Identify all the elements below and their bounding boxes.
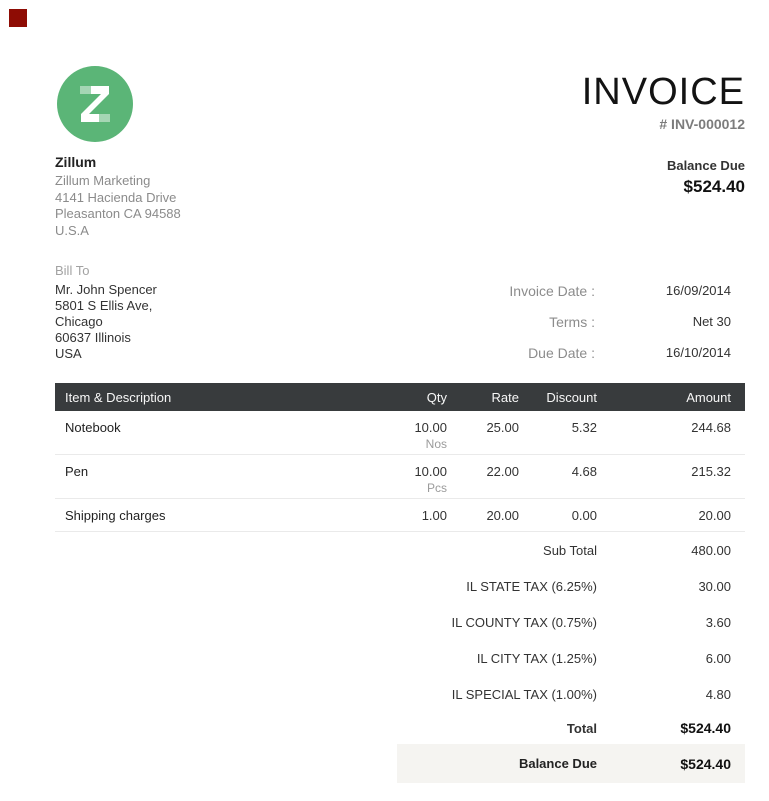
col-header-qty: Qty (426, 389, 447, 405)
item-name: Shipping charges (65, 508, 166, 523)
invoice-date-label: Invoice Date : (509, 282, 595, 299)
meta-row-terms (395, 306, 745, 337)
subtotal-row (397, 532, 745, 568)
qty-value: 10.00 (414, 464, 447, 479)
due-date-label: Due Date : (528, 344, 595, 361)
bill-to-block (55, 263, 375, 368)
total-value: $524.40 (680, 720, 731, 736)
tax-label: IL SPECIAL TAX (1.00%) (451, 686, 597, 702)
item-qty (365, 464, 455, 495)
item-rate: 20.00 (486, 508, 519, 523)
tax-label: IL STATE TAX (6.25%) (466, 578, 597, 594)
balance-due-label: Balance Due (666, 158, 745, 173)
tax-label: IL CITY TAX (1.25%) (476, 650, 597, 666)
company-name: Zillum (55, 154, 97, 170)
totals-section (397, 532, 745, 783)
tax-row (397, 568, 745, 604)
company-logo-icon (57, 66, 133, 142)
tax-value: 4.80 (705, 686, 731, 702)
item-rate: 25.00 (486, 420, 519, 435)
col-header-discount: Discount (546, 389, 597, 405)
col-header-rate: Rate (491, 389, 519, 405)
balance-due-row-value: $524.40 (680, 755, 731, 772)
due-date-value: 16/10/2014 (665, 345, 731, 360)
items-table-header (55, 383, 745, 411)
bill-to-line: Mr. John Spencer (55, 282, 157, 297)
company-address-line: Zillum Marketing (55, 173, 151, 188)
terms-value: Net 30 (692, 314, 731, 329)
table-row (55, 499, 745, 532)
bill-to-line: 60637 Illinois (55, 330, 131, 345)
company-address-line: Pleasanton CA 94588 (55, 206, 181, 221)
invoice-meta-block (395, 275, 745, 368)
invoice-number: # INV-000012 (659, 116, 745, 132)
total-row (397, 712, 745, 744)
company-address (55, 173, 355, 239)
items-table (55, 383, 745, 532)
corner-marker-icon (9, 9, 27, 27)
table-row (55, 411, 745, 455)
item-qty (365, 508, 455, 523)
subtotal-label: Sub Total (543, 542, 597, 558)
bill-to-label: Bill To (55, 263, 90, 278)
bill-to-line: 5801 S Ellis Ave, (55, 298, 153, 313)
meta-row-invoice-date (395, 275, 745, 306)
tax-row (397, 676, 745, 712)
company-block (55, 66, 355, 239)
qty-unit: Nos (425, 437, 447, 451)
col-header-amount: Amount (686, 389, 731, 405)
item-name: Notebook (65, 420, 121, 435)
tax-row (397, 604, 745, 640)
item-name: Pen (65, 464, 89, 479)
item-qty (365, 420, 455, 451)
bill-to-line: USA (55, 346, 82, 361)
balance-due-amount: $524.40 (683, 177, 745, 196)
tax-value: 30.00 (698, 578, 731, 594)
item-discount: 4.68 (571, 464, 597, 479)
invoice-date-value: 16/09/2014 (665, 283, 731, 298)
qty-value: 1.00 (421, 508, 447, 523)
bill-to-address (55, 282, 375, 362)
tax-value: 3.60 (705, 614, 731, 630)
tax-label: IL COUNTY TAX (0.75%) (451, 614, 597, 630)
qty-value: 10.00 (414, 420, 447, 435)
meta-row-due-date (395, 337, 745, 368)
item-discount: 5.32 (571, 420, 597, 435)
billing-section (55, 263, 745, 368)
invoice-title: INVOICE (581, 71, 745, 113)
col-header-item-description: Item & Description (65, 389, 172, 405)
total-label: Total (566, 720, 597, 736)
table-row (55, 455, 745, 499)
company-address-line: 4141 Hacienda Drive (55, 189, 177, 205)
item-rate: 22.00 (486, 464, 519, 479)
bill-to-line: Chicago (55, 314, 103, 329)
terms-label: Terms : (549, 313, 595, 330)
balance-due-row (397, 744, 745, 783)
company-address-line: U.S.A (55, 222, 89, 238)
balance-due-row-label: Balance Due (518, 756, 597, 771)
tax-value: 6.00 (705, 650, 731, 666)
tax-row (397, 640, 745, 676)
item-amount: 20.00 (698, 508, 731, 523)
item-amount: 215.32 (691, 464, 731, 479)
qty-unit: Pcs (426, 481, 447, 495)
header-section (55, 66, 745, 239)
invoice-title-block (582, 66, 745, 239)
item-discount: 0.00 (571, 508, 597, 523)
item-amount: 244.68 (691, 420, 731, 435)
subtotal-value: 480.00 (691, 542, 731, 558)
